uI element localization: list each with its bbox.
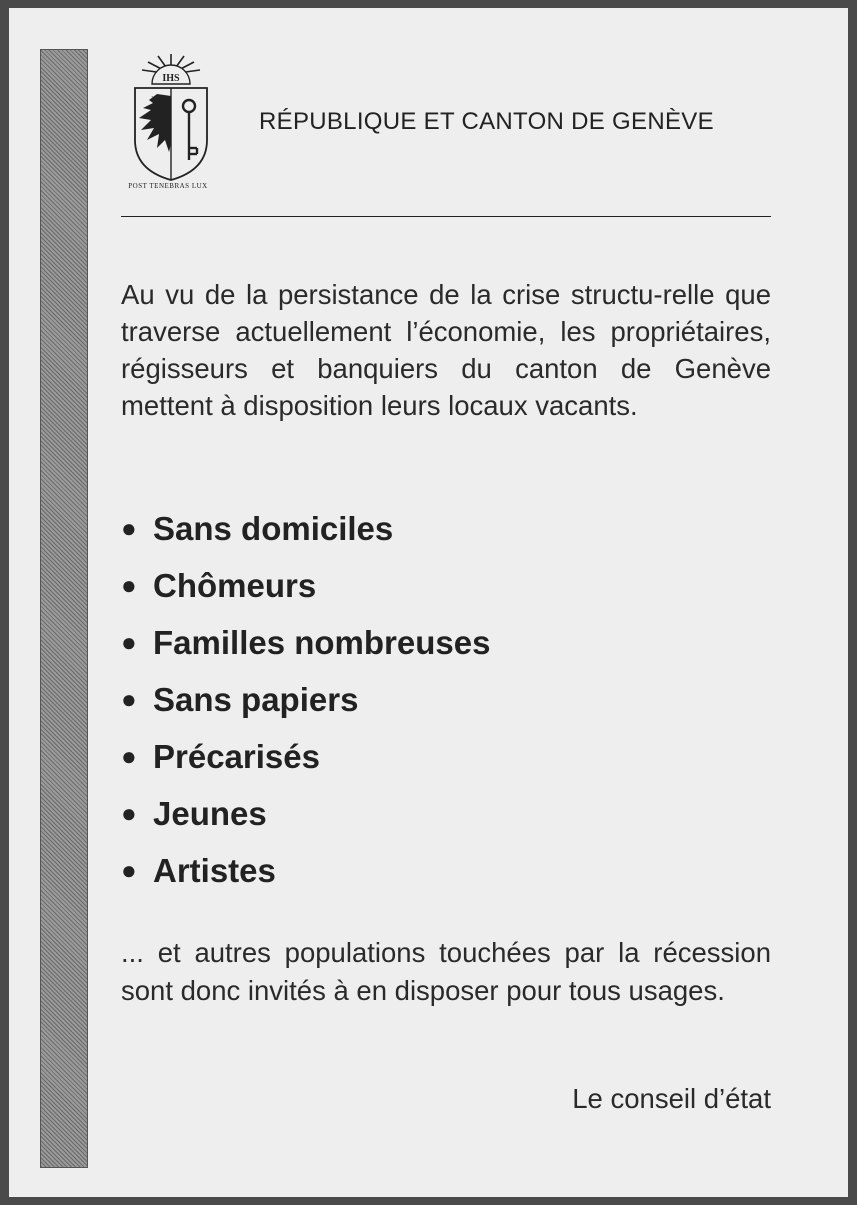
list-item	[121, 671, 490, 728]
list-item	[121, 785, 490, 842]
list-item	[121, 557, 490, 614]
bullet-icon: ●	[121, 855, 137, 885]
list-item-label: Précarisés	[153, 738, 320, 775]
list-item-label: Artistes	[153, 852, 276, 889]
crest-monogram: IHS	[162, 73, 180, 84]
bullet-icon: ●	[121, 570, 137, 600]
bullet-icon: ●	[121, 627, 137, 657]
bullet-icon: ●	[121, 741, 137, 771]
target-groups-list	[121, 500, 490, 899]
geneva-coat-of-arms-icon	[121, 48, 221, 198]
header-divider	[121, 216, 771, 217]
bullet-icon: ●	[121, 684, 137, 714]
list-item	[121, 728, 490, 785]
list-item-label: Jeunes	[153, 795, 267, 832]
intro-paragraph: Au vu de la persistance de la crise structu-relle que traverse actuellement l’économie, les propriétaires, régisseurs et banquiers du canton de Genève mettent à disposition leurs locaux vacants.	[121, 279, 771, 421]
list-item-label: Sans domiciles	[153, 510, 394, 547]
closing-paragraph: ... et autres populations touchées par la récession sont donc invités à en disposer pour tous usages.	[121, 937, 771, 1006]
list-item-label: Familles nombreuses	[153, 624, 491, 661]
list-item	[121, 842, 490, 899]
motto: POST TENEBRAS LUX	[128, 182, 208, 190]
header-title: RÉPUBLIQUE ET CANTON DE GENÈVE	[259, 108, 714, 135]
list-item	[121, 614, 490, 671]
list-item-label: Chômeurs	[153, 567, 317, 604]
list-item-label: Sans papiers	[153, 681, 359, 718]
decorative-side-bar	[40, 49, 88, 1168]
document-page	[9, 8, 848, 1197]
list-item	[121, 500, 490, 557]
signature: Le conseil d’état	[572, 1083, 771, 1114]
bullet-icon: ●	[121, 513, 137, 543]
bullet-icon: ●	[121, 798, 137, 828]
